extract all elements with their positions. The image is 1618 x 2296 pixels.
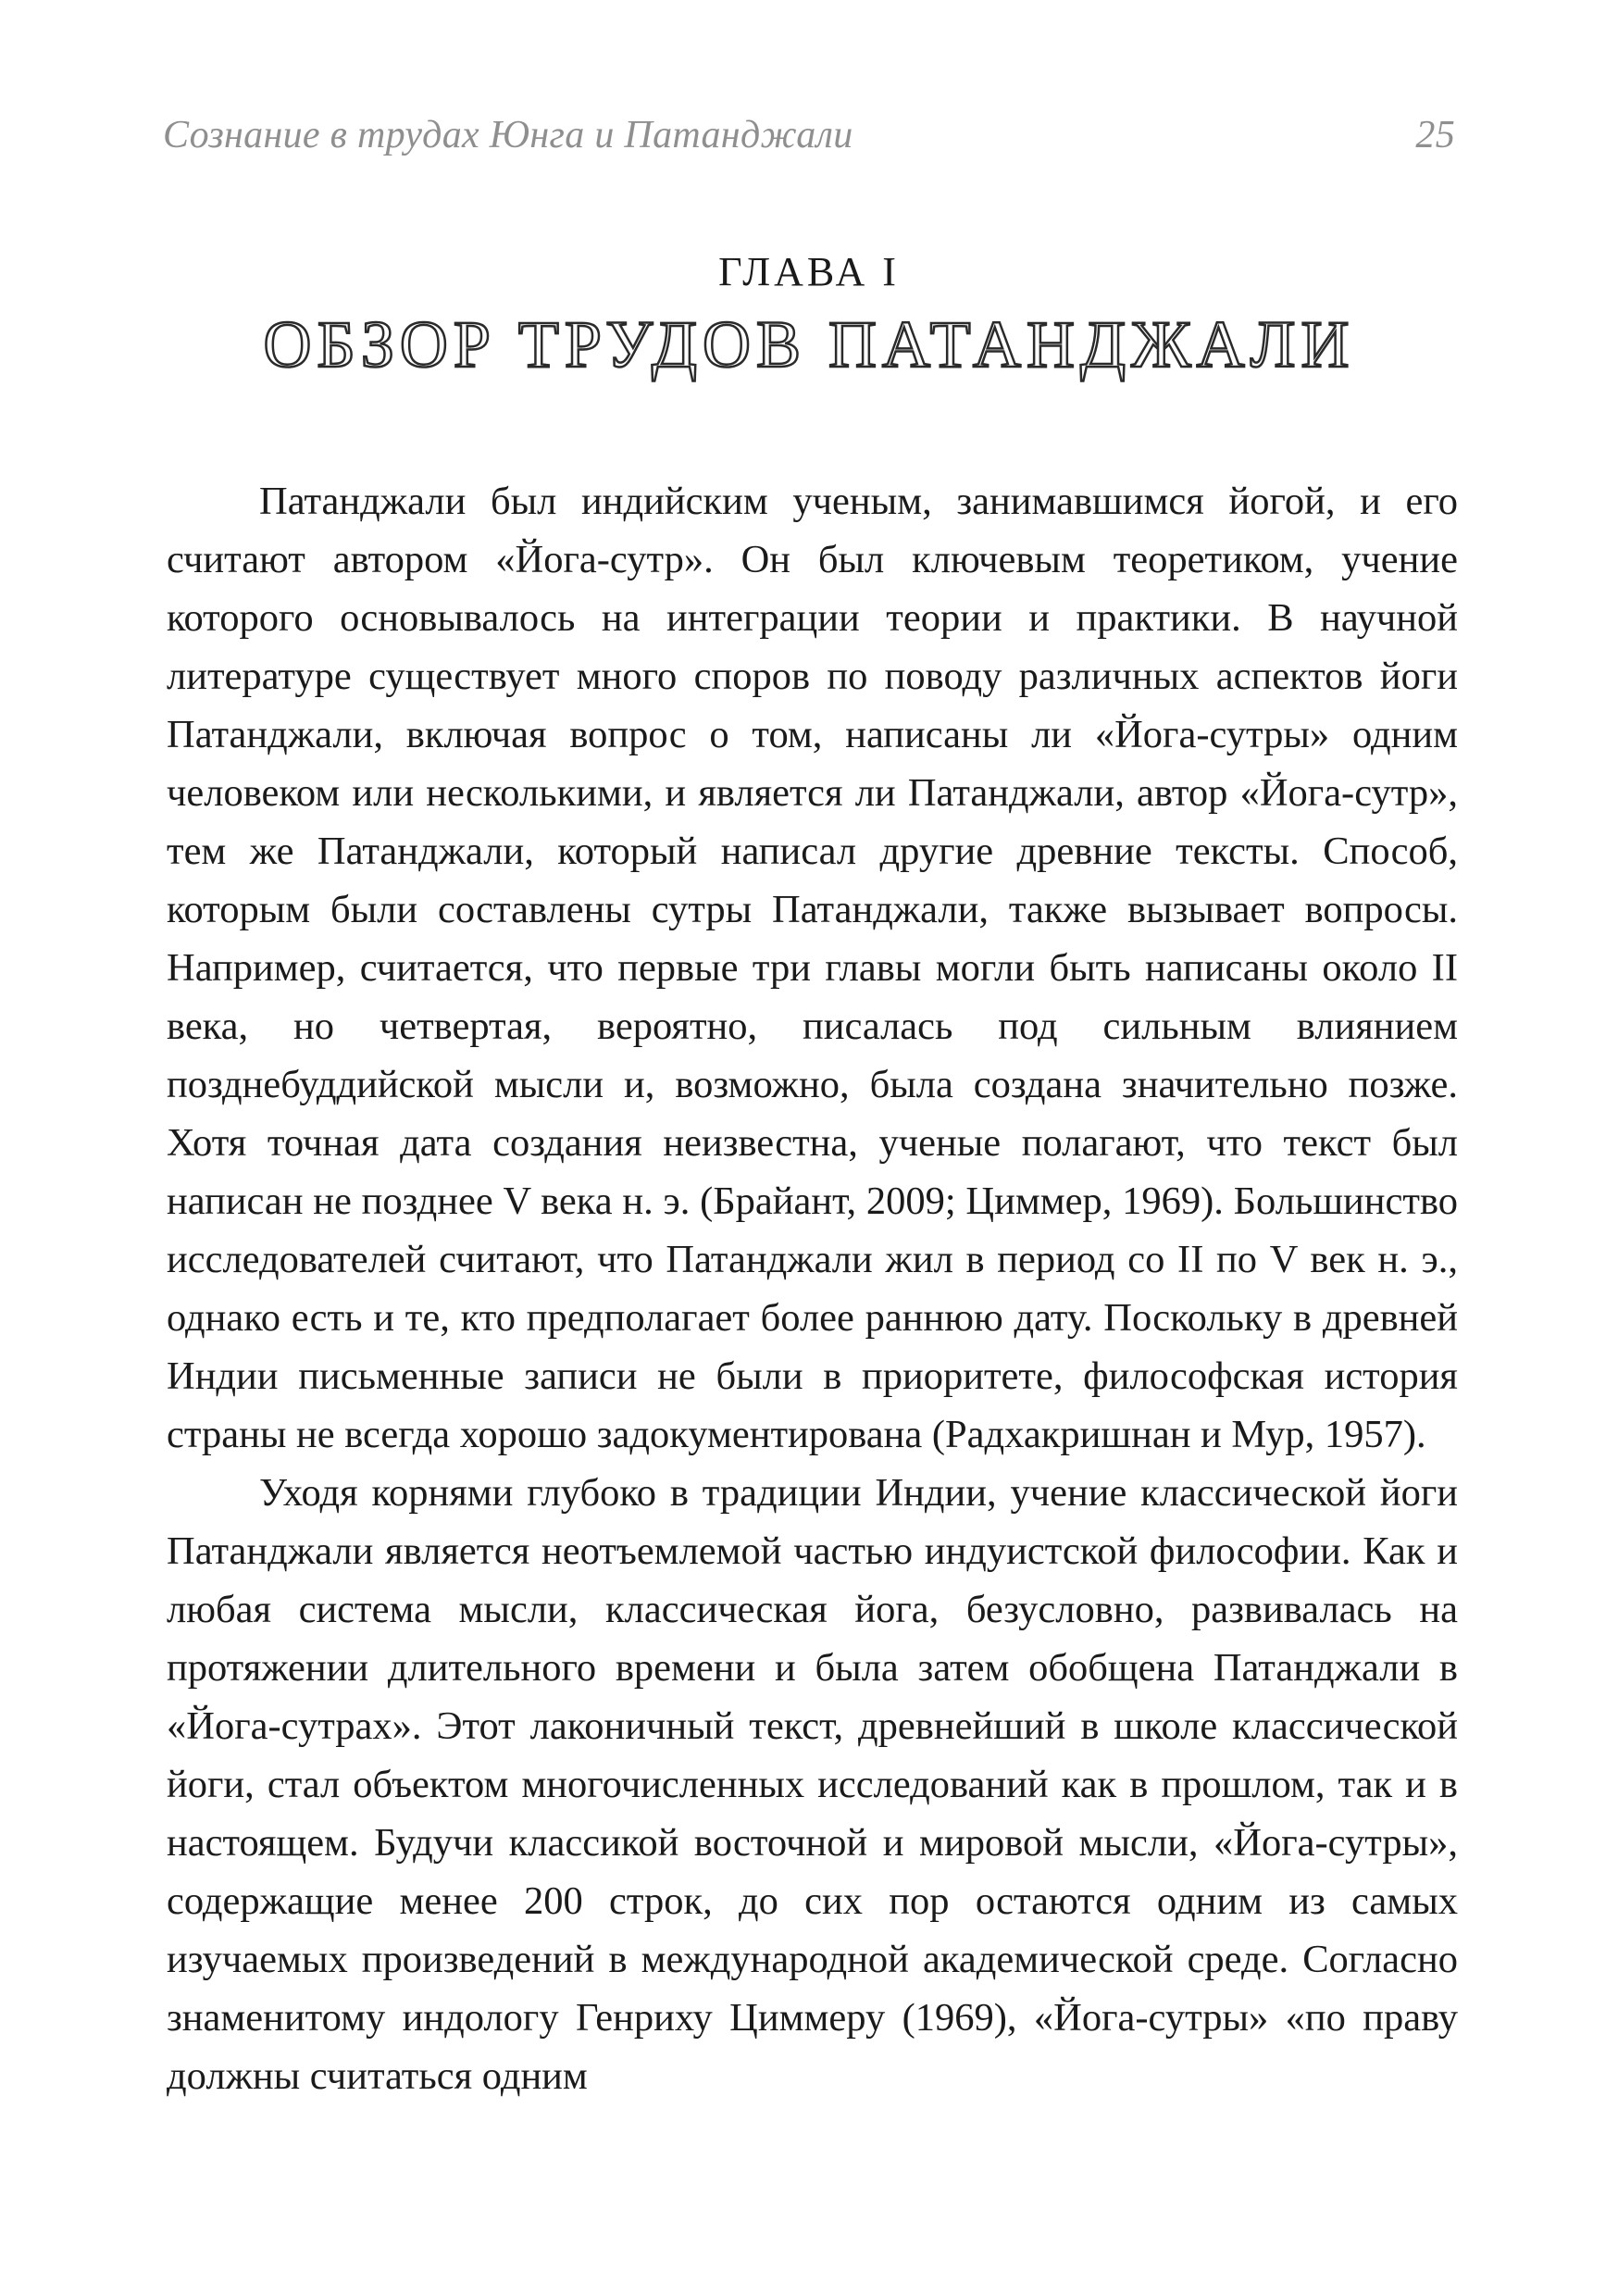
chapter-label: ГЛАВА I [718, 249, 900, 294]
running-header [163, 113, 1455, 168]
body-text [167, 472, 1458, 2105]
running-title: Сознание в трудах Юнга и Патанджали [163, 114, 853, 156]
chapter-title: ОБЗОР ТРУДОВ ПАТАНДЖАЛИ [263, 307, 1355, 381]
chapter-heading [163, 243, 1455, 387]
paragraph: Патанджали был индийским ученым, занимавшимся йогой, и его считают автором «Йога-сутр». Он был ключевым теоретиком, учение которого основывалось на интеграции теории и практики. В научной литературе существует много споров по поводу различных аспектов йоги Патанджали, включая вопрос о том, написаны ли «Йога-сутры» одним человеком или несколькими, и является ли Патанджали, автор «Йога-сутр», тем же Патанджали, который написал другие древние тексты. Способ, которым были составлены сутры Патанджали, также вызывает вопросы. Например, считается, что первые три главы могли быть написаны около II века, но четвертая, вероятно, писалась под сильным влиянием позднебуддийской мысли и, возможно, была создана значительно позже. Хотя точная дата создания неизвестна, ученые полагают, что текст был написан не позднее V века н. э. (Брайант, 2009; Циммер, 1969). Большинство исследователей считают, что Патанджали жил в период со II по V век н. э., однако есть и те, кто предполагает более раннюю дату. Поскольку в древней Индии письменные записи не были в приоритете, философская история страны не всегда хорошо задокументирована (Радхакришнан и Мур, 1957). [167, 480, 1458, 1456]
page-number: 25 [1415, 114, 1455, 156]
paragraph: Уходя корнями глубоко в традиции Индии, учение классической йоги Патанджали является неотъемлемой частью индуистской философии. Как и любая система мысли, классическая йога, безусловно, развивалась на протяжении длительного времени и была затем обобщена Патанджали в «Йога-сутрах». Этот лаконичный текст, древнейший в школе классической йоги, стал объектом многочисленных исследований как в прошлом, так и в настоящем. Будучи классикой восточной и мировой мысли, «Йога-сутры», содержащие менее 200 строк, до сих пор остаются одним из самых изучаемых произведений в международной академической среде. Согласно знаменитому индологу Генриху Циммеру (1969), «Йога-сутры» «по праву должны считаться одним [167, 1471, 1458, 2098]
